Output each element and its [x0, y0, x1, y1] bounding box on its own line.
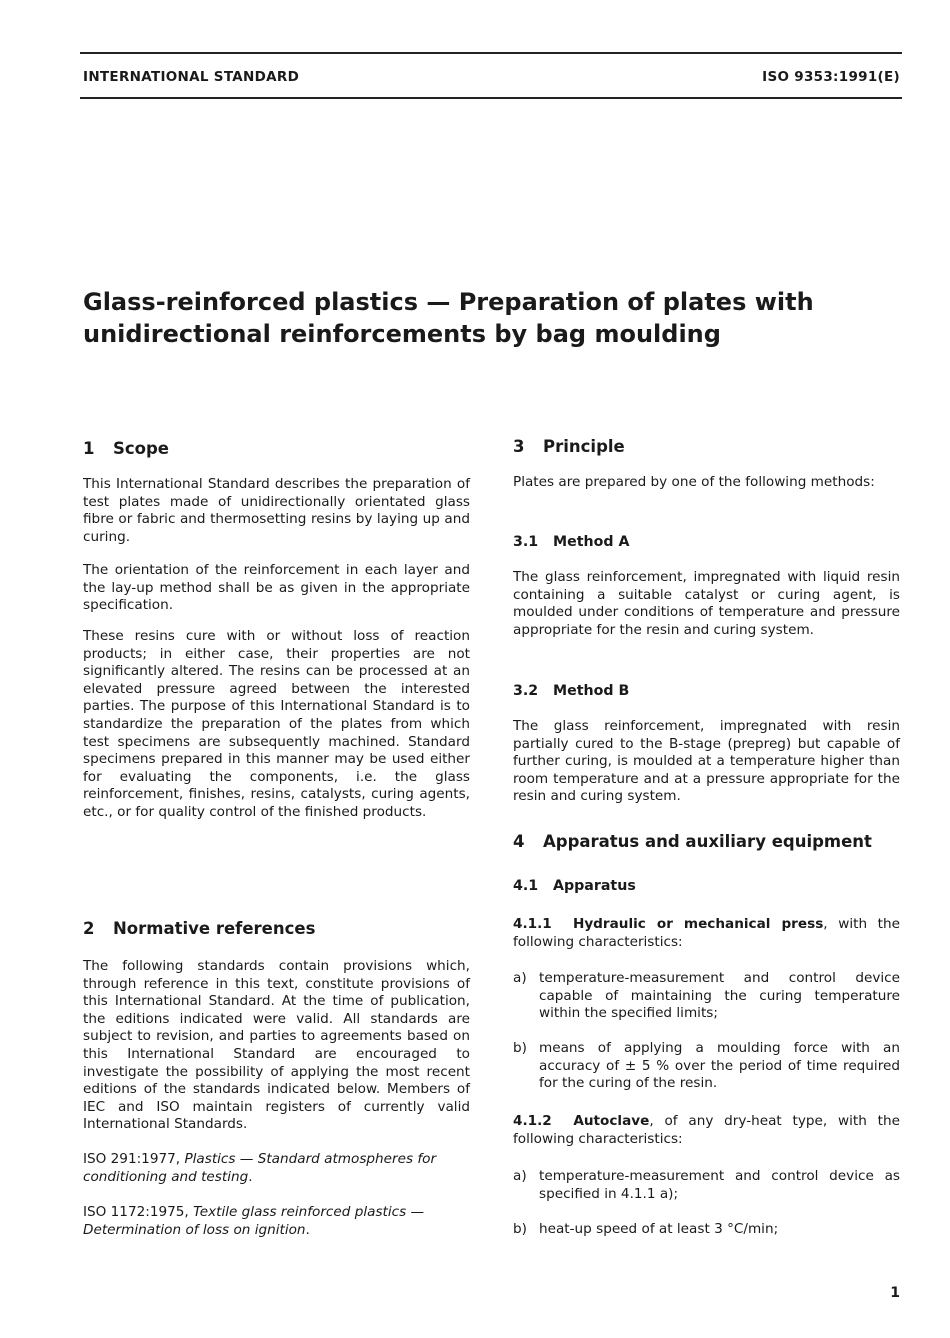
title-line-1: Glass-reinforced plastics — Preparation of plates with — [83, 288, 814, 316]
normative-references-paragraph: The following standards contain provisions which, through reference in this text, constitute provisions of this International Standard. At the time of publication, the editions indicated were valid. All standards are subject to revision, and parties to agreements based on this International Standard are encouraged to investigate the possibility of applying the most recent editions of the standards indicated below. Members of IEC and ISO maintain registers of currently valid International Standards. — [83, 958, 470, 1133]
principle-intro: Plates are prepared by one of the following methods: — [513, 474, 875, 490]
title-line-2: unidirectional reinforcements by bag moulding — [83, 320, 721, 348]
scope-paragraph-1: This International Standard describes the preparation of test plates made of unidirectionally orientated glass fibre or fabric and thermosetting resins by laying up and curing. — [83, 476, 470, 545]
left-column — [83, 0, 470, 1338]
section-1-heading: 1 Scope — [83, 439, 170, 458]
apparatus-subheading: 4.1 Apparatus — [513, 878, 636, 894]
scope-paragraph-3: These resins cure with or without loss of reaction products; in either case, their properties are not significantly altered. The resins can be processed at an elevated pressure agreed between the interested parties. The purpose of this International Standard is to standardize the preparation of the plates from which test specimens are subsequently machined. Standard specimens prepared in this manner may be used either for evaluating the components, i.e. the glass reinforcement, finishes, resins, catalysts, curing agents, etc., or for quality control of the finished products. — [83, 628, 470, 820]
page-number: 1 — [890, 1285, 900, 1301]
method-b-heading: 3.2 Method B — [513, 683, 630, 699]
autoclave-item-a: a) temperature-measurement and control device as specified in 4.1.1 a); — [513, 1168, 900, 1202]
method-a-text: The glass reinforcement, impregnated with liquid resin containing a suitable catalyst or curing agent, is moulded under conditions of temperature and pressure appropriate for the resin and curing system. — [513, 569, 900, 638]
section-4-heading: 4 Apparatus and auxiliary equipment — [513, 832, 872, 851]
section-2-heading: 2 Normative references — [83, 919, 316, 938]
section-3-heading: 3 Principle — [513, 437, 625, 456]
autoclave-description: 4.1.2 Autoclave, of any dry-heat type, with the following characteristics: — [513, 1113, 900, 1147]
autoclave-item-b: b) heat-up speed of at least 3 °C/min; — [513, 1221, 779, 1237]
press-description: 4.1.1 Hydraulic or mechanical press, with the following characteristics: — [513, 916, 900, 950]
right-column — [513, 0, 900, 1338]
method-b-text: The glass reinforcement, impregnated with resin partially cured to the B-stage (prepreg) but capable of further curing, is moulded at a temperature higher than room temperature and at a pressure appropriate for the resin and curing system. — [513, 718, 900, 805]
press-item-b: b) means of applying a moulding force with an accuracy of ± 5 % over the period of time required for the curing of the resin. — [513, 1040, 900, 1092]
document-number: ISO 9353:1991(E) — [762, 69, 900, 85]
scope-paragraph-2: The orientation of the reinforcement in each layer and the lay-up method shall be as given in the appropriate specification. — [83, 562, 470, 614]
document-type-label: INTERNATIONAL STANDARD — [83, 69, 300, 85]
method-a-heading: 3.1 Method A — [513, 534, 630, 550]
reference-iso-1172: ISO 1172:1975, Textile glass reinforced plastics — Determination of loss on ignition. — [83, 1204, 425, 1238]
press-item-a: a) temperature-measurement and control device capable of maintaining the curing temperature within the specified limits; — [513, 970, 900, 1022]
reference-iso-291: ISO 291:1977, Plastics — Standard atmospheres for conditioning and testing. — [83, 1151, 437, 1185]
